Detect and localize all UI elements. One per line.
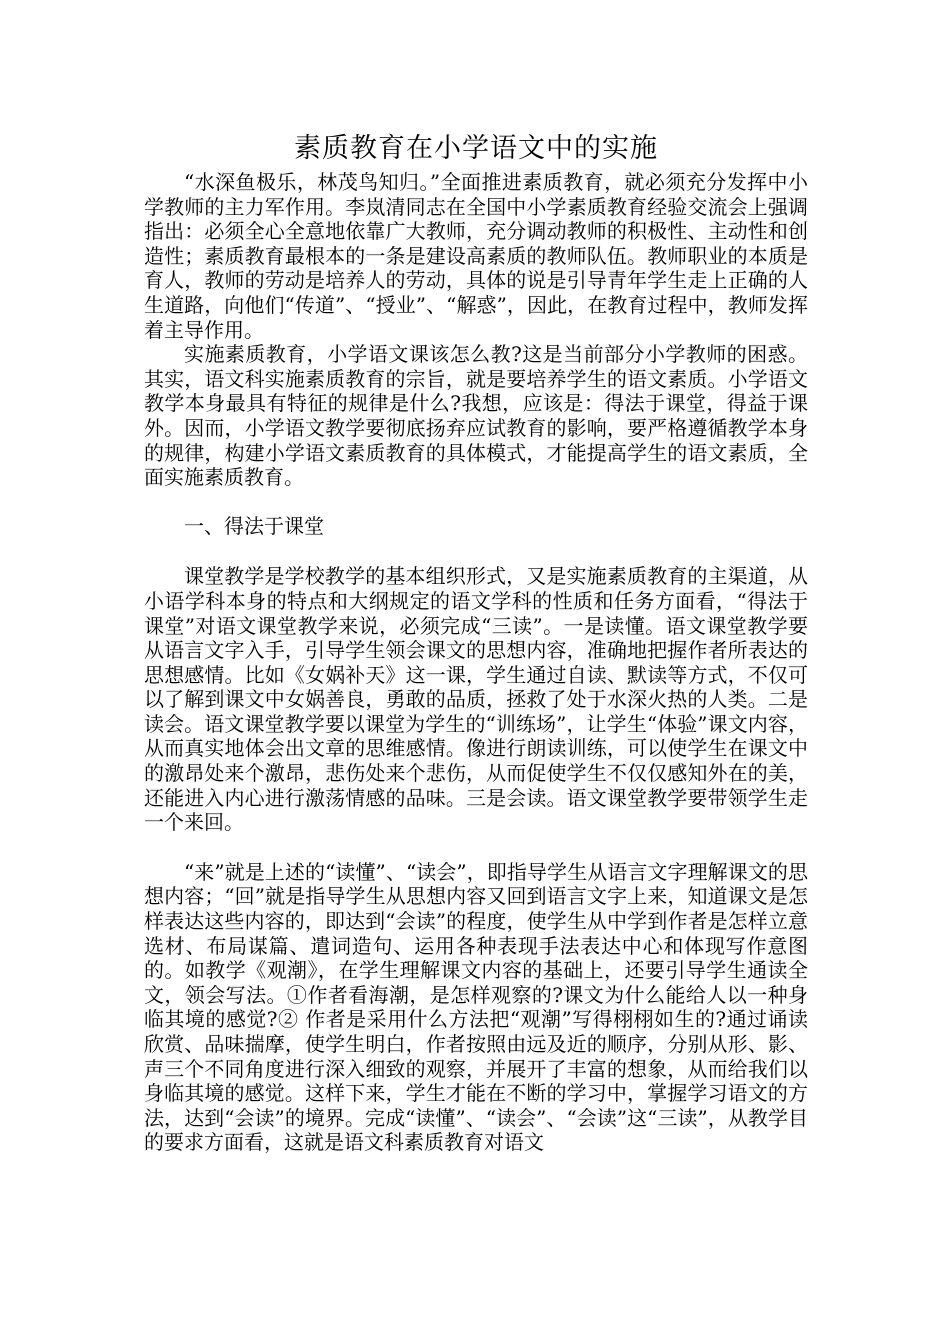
spacer (144, 835, 808, 860)
paragraph-intro: “水深鱼极乐，林茂鸟知归。”全面推进素质教育，就必须充分发挥中小学教师的主力军作用。李岚清同志在全国中小学素质教育经验交流会上强调指出：必须全心全意地依靠广大教师，充分调动教师的积极性、主动性和创造性；素质教育最根本的一条是建设高素质的教师队伍。教师职业的本质是育人，教师的劳动是培养人的劳动，具体的说是引导青年学生走上正确的人生道路，向他们“传道”、“授业”、“解惑”，因此，在教育过程中，教师发挥着主导作用。 (144, 170, 808, 342)
paragraph-question: 实施素质教育，小学语文课该怎么教?这是当前部分小学教师的困惑。其实，语文科实施素质教育的宗旨，就是要培养学生的语文素质。小学语文教学本身最具有特征的规律是什么?我想，应该是：得法于课堂，得益于课外。因而，小学语文教学要彻底扬弃应试教育的影响，要严格遵循教学本身的规律，构建小学语文素质教育的具体模式，才能提高学生的语文素质，全面实施素质教育。 (144, 342, 808, 490)
spacer (144, 538, 808, 564)
document-page (144, 128, 808, 1155)
document-title: 素质教育在小学语文中的实施 (294, 133, 658, 164)
paragraph-come-back: “来”就是上述的“读懂”、“读会”，即指导学生从语言文字理解课文的思想内容；“回”就是指导学生从思想内容又回到语言文字上来，知道课文是怎样表达这些内容的，即达到“会读”的程度，使学生从中学到作者是怎样立意选材、布局谋篇、遣词造句、运用各种表现手法表达中心和体现写作意图的。如教学《观潮》，在学生理解课文内容的基础上，还要引导学生通读全文，领会写法。①作者看海潮，是怎样观察的?课文为什么能给人以一种身临其境的感觉?② 作者是采用什么方法把“观潮”写得栩栩如生的?通过诵读欣赏、品味揣摩，使学生明白，作者按照由远及近的顺序，分别从形、影、声三个不同角度进行深入细致的观察，并展开了丰富的想象，从而给我们以身临其境的感觉。这样下来，学生才能在不断的学习中，掌握学习语文的方法，达到“会读”的境界。完成“读懂”、“读会”、“会读”这“三读”，从教学目的要求方面看，这就是语文科素质教育对语文 (144, 859, 808, 1155)
spacer (144, 490, 808, 514)
section-heading: 一、得法于课堂 (184, 513, 324, 538)
paragraph-classroom: 课堂教学是学校教学的基本组织形式，又是实施素质教育的主渠道，从小语学科本身的特点和大纲规定的语文学科的性质和任务方面看，“得法于课堂”对语文课堂教学来说，必须完成“三读”。一是读懂。语文课堂教学要从语言文字入手，引导学生领会课文的思想内容，准确地把握作者所表达的思想感情。比如《女娲补天》这一课，学生通过自读、默读等方式，不仅可以了解到课文中女娲善良，勇敢的品质，拯救了处于水深火热的人类。二是读会。语文课堂教学要以课堂为学生的“训练场”，让学生“体验”课文内容，从而真实地体会出文章的思维感情。像进行朗读训练，可以使学生在课文中的激昂处来个激昂，悲伤处来个悲伤，从而促使学生不仅仅感知外在的美，还能进入内心进行激荡情感的品味。三是会读。语文课堂教学要带领学生走一个来回。 (144, 564, 808, 835)
